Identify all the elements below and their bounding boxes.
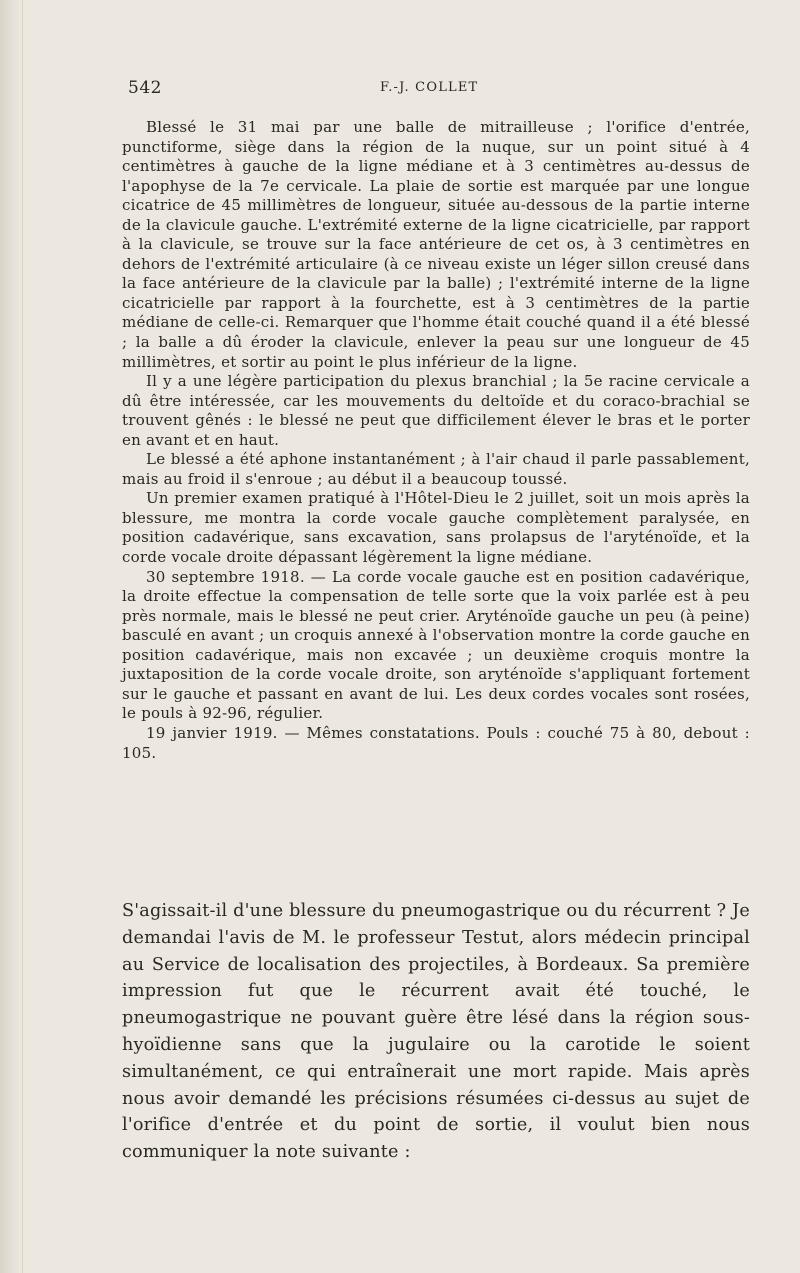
page-header: [128, 78, 748, 102]
observation-paragraph-aphonia: Le blessé a été aphone instantanément ; à l'air chaud il parle passablement, mais au froid il s'enroue ; au début il a beaucoup toussé.: [122, 450, 750, 488]
discussion-text: [122, 898, 750, 1166]
observation-paragraph-january: 19 janvier 1919. — Mêmes constatations. Pouls : couché 75 à 80, debout : 105.: [122, 723, 750, 762]
discussion-paragraph: S'agissait-il d'une blessure du pneumogastrique ou du récurrent ? Je demandai l'avis de M. le professeur Testut, alors médecin principal au Service de localisation des projectiles, à Bordeaux. Sa première impression fut que le récurrent avait été touché, le pneumogastrique ne pouvant guère être lésé dans la région sous-hyoïdienne sans que la jugulaire ou la carotide le soient simultanément, ce qui entraînerait une mort rapide. Mais après nous avoir demandé les précisions résumées ci-dessus au sujet de l'orifice d'entrée et du point de sortie, il voulut bien nous communiquer la note suivante :: [122, 901, 750, 1163]
observation-paragraph-first-exam: Un premier examen pratiqué à l'Hôtel-Dieu le 2 juillet, soit un mois après la blessure, me montra la corde vocale gauche complètement paralysée, en position cadavérique, sans excavation, sans prolapsus de l'aryténoïde, et la corde vocale droite dépassant légèrement la ligne médiane.: [122, 489, 750, 567]
observation-paragraph-wound: Blessé le 31 mai par une balle de mitrailleuse ; l'orifice d'entrée, punctiforme, siège dans la région de la nuque, sur un point situé à 4 centimètres à gauche de la ligne médiane et à 3 centimètres au-dessus de l'apophyse de la 7e cervicale. La plaie de sortie est marquée par une longue cicatrice de 45 millimètres de longueur, située au-dessous de la partie interne de la clavicule gauche. L'extrémité externe de la ligne cicatricielle, par rapport à la clavicule, se trouve sur la face antérieure de cet os, à 3 centimètres en dehors de l'extrémité articulaire (à ce niveau existe un léger sillon creusé dans la face antérieure de la clavicule par la balle) ; l'extrémité interne de la ligne cicatricielle par rapport à la fourchette, est à 3 centimètres de la partie médiane de celle-ci. Remarquer que l'homme était couché quand il a été blessé ; la balle a dû éroder la clavicule, enlever la peau sur une longueur de 45 millimètres, et sortir au point le plus inférieur de la ligne.: [122, 118, 750, 371]
observation-text: [122, 118, 750, 763]
page-number: 542: [128, 78, 162, 98]
page-binding-edge: [0, 0, 23, 1273]
observation-paragraph-september: 30 septembre 1918. — La corde vocale gauche est en position cadavérique, la droite effectue la compensation de telle sorte que la voix parlée est à peu près normale, mais le blessé ne peut crier. Aryténoïde gauche un peu (à peine) basculé en avant ; un croquis annexé à l'observation montre la corde gauche en position cadavérique, mais non excavée ; un deuxième croquis montre la juxtaposition de la corde vocale droite, son aryténoïde s'appliquant fortement sur le gauche et passant en avant de lui. Les deux cordes vocales sont rosées, le pouls à 92-96, régulier.: [122, 567, 750, 723]
observation-paragraph-plexus: Il y a une légère participation du plexus branchial ; la 5e racine cervicale a dû être intéressée, car les mouvements du deltoïde et du coraco-brachial se trouvent gênés : le blessé ne peut que difficilement élever le bras et le porter en avant et en haut.: [122, 372, 750, 449]
running-head: F.-J. COLLET: [380, 80, 479, 95]
